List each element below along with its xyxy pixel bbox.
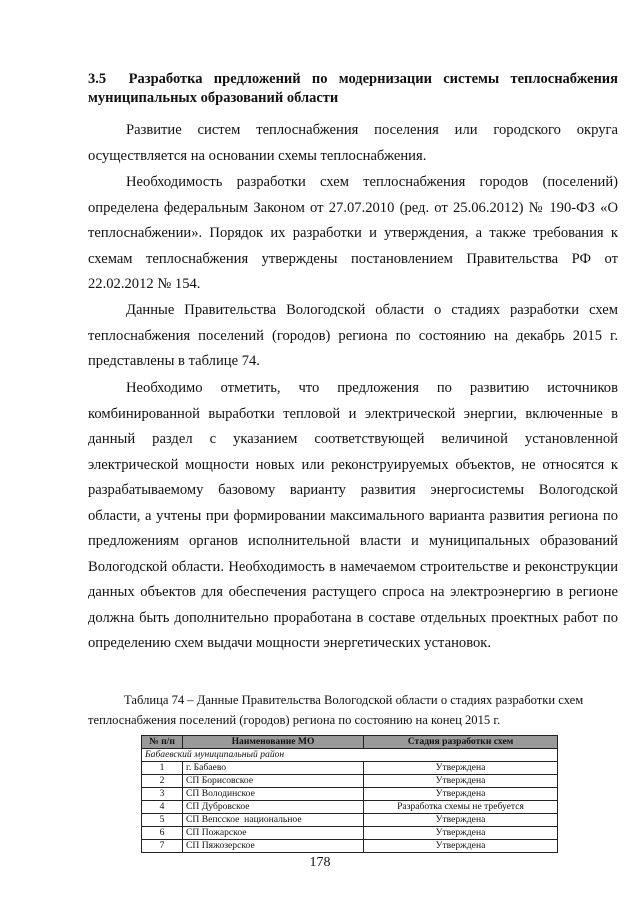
header-name: Наименование МО <box>183 736 364 749</box>
region-row <box>142 749 558 762</box>
table-row <box>142 775 558 788</box>
section-heading <box>88 70 618 108</box>
row-stage: Утверждена <box>364 762 558 775</box>
row-name: СП Володинское <box>183 788 364 801</box>
row-stage: Разработка схемы не требуется <box>364 801 558 814</box>
row-number: 4 <box>142 801 183 814</box>
row-stage: Утверждена <box>364 827 558 840</box>
row-number: 5 <box>142 814 183 827</box>
table-row <box>142 762 558 775</box>
row-number: 7 <box>142 840 183 853</box>
header-number: № п/п <box>142 736 183 749</box>
row-number: 1 <box>142 762 183 775</box>
table-row <box>142 840 558 853</box>
table-caption: Таблица 74 – Данные Правительства Вологодской области о стадиях разработки схем теплоснабжения поселений (городов) региона по состоянию на конец 2015 г. <box>88 693 584 727</box>
row-number: 3 <box>142 788 183 801</box>
row-name: СП Пожарское <box>183 827 364 840</box>
paragraph-2: Необходимость разработки схем теплоснабжения городов (поселений) определена федеральным Законом от 27.07.2010 (ред. от 25.06.2012) № 190-ФЗ «О теплоснабжении». Порядок их разработки и утверждения, а также требования к схемам теплоснабжения утверждены постановлением Правительства РФ от 22.02.2012 № 154. <box>88 174 618 292</box>
row-name: СП Дубровское <box>183 801 364 814</box>
paragraph-4: Необходимо отметить, что предложения по развитию источников комбинированной выработки тепловой и электрической энергии, включенные в данный раздел с указанием соответствующей величиной установленной электрической мощности новых или реконструируемых объектов, не относятся к разрабатываемому базовому варианту развития энергосистемы Вологодской области, а учтены при формировании максимального варианта развития региона по предложениям органов исполнительной власти и муниципальных образований Вологодской области. Необходимость в намечаемом строительстве и реконструкции данных объектов для обеспечения растущего спроса на электроэнергию в регионе должна быть дополнительно проработана в составе отдельных проектных работ по определению схем выдачи мощности энергетических установок. <box>88 380 618 651</box>
table-row <box>142 788 558 801</box>
region-name: Бабаевский муниципальный район <box>142 749 558 762</box>
schemes-table <box>141 735 558 853</box>
row-name: СП Вепсское национальное <box>183 814 364 827</box>
header-stage: Стадия разработки схем <box>364 736 558 749</box>
row-name: СП Борисовское <box>183 775 364 788</box>
section-number: 3.5 <box>88 71 107 87</box>
paragraph-1: Развитие систем теплоснабжения поселения или городского округа осуществляется на основании схемы теплоснабжения. <box>88 122 618 164</box>
table-header-row <box>142 736 558 749</box>
row-stage: Утверждена <box>364 814 558 827</box>
table-row <box>142 814 558 827</box>
row-stage: Утверждена <box>364 788 558 801</box>
row-number: 2 <box>142 775 183 788</box>
row-stage: Утверждена <box>364 840 558 853</box>
row-number: 6 <box>142 827 183 840</box>
row-stage: Утверждена <box>364 775 558 788</box>
page-number: 178 <box>309 855 331 870</box>
row-name: СП Пяжозерское <box>183 840 364 853</box>
row-name: г. Бабаево <box>183 762 364 775</box>
paragraph-3: Данные Правительства Вологодской области о стадиях разработки схем теплоснабжения поселений (городов) региона по состоянию на декабрь 2015 г. представлены в таблице 74. <box>88 302 618 369</box>
section-title: Разработка предложений по модернизации системы теплоснабжения муниципальных образований области <box>88 71 619 106</box>
table-row <box>142 827 558 840</box>
table-row <box>142 801 558 814</box>
